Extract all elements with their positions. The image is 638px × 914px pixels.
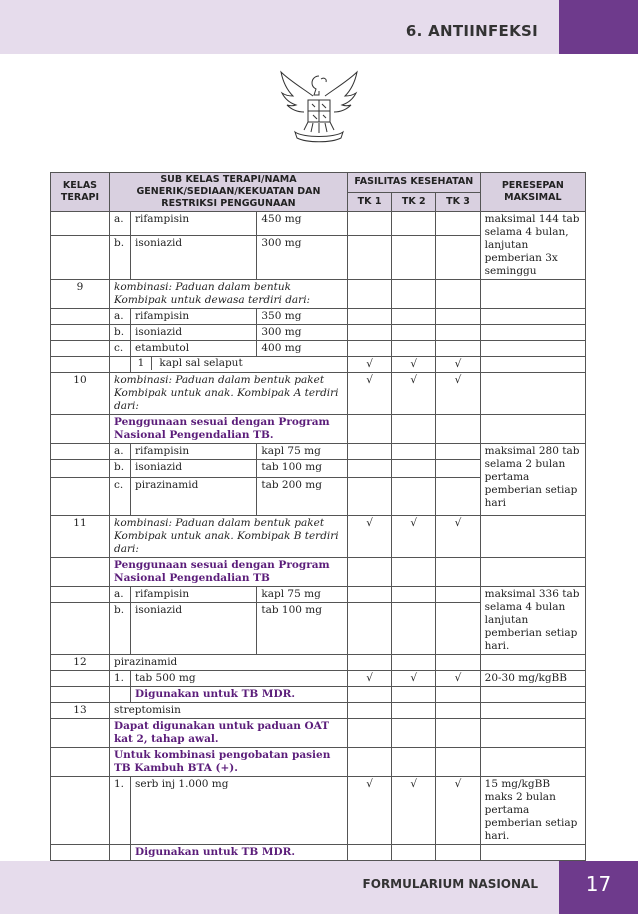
header-fasilitas: FASILITAS KESEHATAN bbox=[347, 173, 480, 193]
table-row bbox=[51, 415, 586, 444]
header-kelas-terapi: KELAS TERAPI bbox=[51, 173, 110, 212]
max-prescription: maksimal 280 tab selama 2 bulan pertama pemberian setiap hari bbox=[480, 444, 585, 516]
class-number: 13 bbox=[51, 703, 110, 719]
max-prescription: 15 mg/kgBB maks 2 bulan pertama pemberian setiap hari. bbox=[480, 777, 585, 845]
class-number: 10 bbox=[51, 373, 110, 415]
table-row bbox=[51, 703, 586, 719]
table-row: a. rifampisin kapl 75 mg maksimal 336 tab selama 4 bulan lanjutan pemberian setiap hari. bbox=[51, 587, 586, 603]
class-number: 11 bbox=[51, 516, 110, 558]
table-row: b. isoniazid tab 100 mg bbox=[51, 460, 586, 478]
header-tk1: TK 1 bbox=[347, 192, 391, 212]
table-row bbox=[51, 655, 586, 671]
table-row: c. pirazinamid tab 200 mg bbox=[51, 478, 586, 516]
table-row: c. etambutol 400 mg bbox=[51, 341, 586, 357]
usage-note: Untuk kombinasi pengobatan pasien TB Kambuh BTA (+). bbox=[109, 748, 347, 777]
usage-note: Dapat digunakan untuk paduan OAT kat 2, tahap awal. bbox=[109, 719, 347, 748]
header-tab bbox=[559, 0, 638, 54]
combination-description: kombinasi: Paduan dalam bentuk paket Kombipak untuk anak. Kombipak A terdiri dari: bbox=[109, 373, 347, 415]
table-row: b. isoniazid 300 mg bbox=[51, 236, 586, 280]
usage-note: Digunakan untuk TB MDR. bbox=[131, 845, 348, 861]
class-number: 9 bbox=[51, 280, 110, 309]
header-tk3: TK 3 bbox=[436, 192, 480, 212]
table-row: b. isoniazid 300 mg bbox=[51, 325, 586, 341]
table-row bbox=[51, 558, 586, 587]
table-row: b. isoniazid tab 100 mg bbox=[51, 603, 586, 655]
page-number: 17 bbox=[585, 872, 612, 896]
max-prescription: 20-30 mg/kgBB bbox=[480, 671, 585, 687]
check-tk1: √ bbox=[347, 357, 391, 373]
table-row bbox=[51, 687, 586, 703]
max-prescription: maksimal 144 tab selama 4 bulan, lanjutan pemberian 3x seminggu bbox=[480, 212, 585, 280]
section-title: 6. ANTIINFEKSI bbox=[405, 22, 538, 40]
drug-name: pirazinamid bbox=[109, 655, 347, 671]
combination-description: kombinasi: Paduan dalam bentuk paket Kombipak untuk anak. Kombipak B terdiri dari: bbox=[109, 516, 347, 558]
table-row bbox=[51, 280, 586, 309]
footer-label: FORMULARIUM NASIONAL bbox=[362, 877, 538, 891]
table-row: 1. tab 500 mg √ √ √ 20-30 mg/kgBB bbox=[51, 671, 586, 687]
table-row bbox=[51, 719, 586, 748]
table-row: 10 kombinasi: Paduan dalam bentuk paket Kombipak untuk anak. Kombipak A terdiri dari: √ √ √ bbox=[51, 373, 586, 415]
usage-note: Digunakan untuk TB MDR. bbox=[131, 687, 348, 703]
table-row bbox=[51, 845, 586, 861]
usage-note: Penggunaan sesuai dengan Program Nasional Pengendalian TB bbox=[109, 558, 347, 587]
table-row: a. rifampisin 450 mg maksimal 144 tab selama 4 bulan, lanjutan pemberian 3x seminggu bbox=[51, 212, 586, 236]
combination-description: kombinasi: Paduan dalam bentuk Kombipak untuk dewasa terdiri dari: bbox=[109, 280, 347, 309]
class-number: 12 bbox=[51, 655, 110, 671]
table-row bbox=[51, 748, 586, 777]
max-prescription: maksimal 336 tab selama 4 bulan lanjutan pemberian setiap hari. bbox=[480, 587, 585, 655]
table-row: a. rifampisin kapl 75 mg maksimal 280 tab selama 2 bulan pertama pemberian setiap hari bbox=[51, 444, 586, 460]
formulary-table bbox=[50, 172, 586, 861]
table-row: 11 kombinasi: Paduan dalam bentuk paket Kombipak untuk anak. Kombipak B terdiri dari: √ √ √ bbox=[51, 516, 586, 558]
usage-note: Penggunaan sesuai dengan Program Nasional Pengendalian TB. bbox=[109, 415, 347, 444]
garuda-emblem-icon bbox=[277, 66, 361, 150]
table-row: 1 kapl sal selaput √ √ √ bbox=[51, 357, 586, 373]
check-tk3: √ bbox=[436, 357, 480, 373]
table-row: 1. serb inj 1.000 mg √ √ √ 15 mg/kgBB maks 2 bulan pertama pemberian setiap hari. bbox=[51, 777, 586, 845]
header-peresepan: PERESEPAN MAKSIMAL bbox=[480, 173, 585, 212]
header-tk2: TK 2 bbox=[392, 192, 436, 212]
table-row: a. rifampisin 350 mg bbox=[51, 309, 586, 325]
check-tk2: √ bbox=[392, 357, 436, 373]
header-sub-kelas: SUB KELAS TERAPI/NAMA GENERIK/SEDIAAN/KEKUATAN DAN RESTRIKSI PENGGUNAAN bbox=[109, 173, 347, 212]
drug-name: streptomisin bbox=[109, 703, 347, 719]
header-row bbox=[51, 173, 586, 193]
